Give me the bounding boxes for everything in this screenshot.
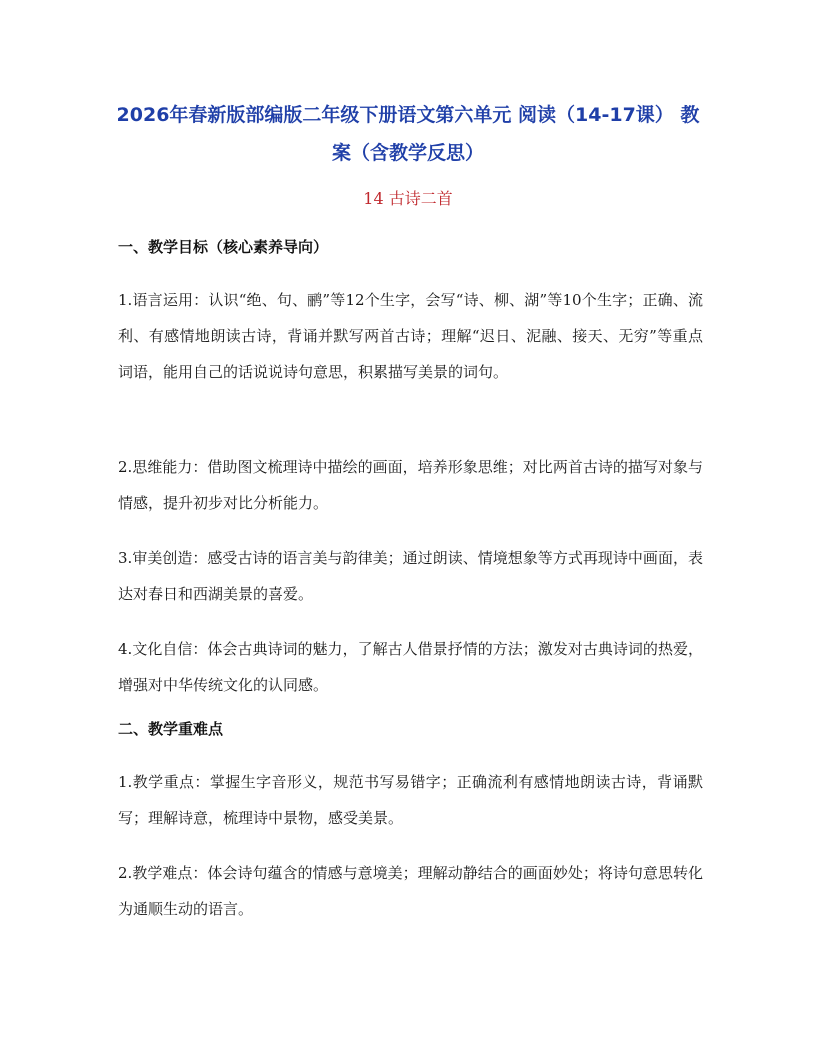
document-title: 2026年春新版部编版二年级下册语文第六单元 阅读（14-17课） 教案（含教学反思） <box>116 104 700 164</box>
objective-paragraph-4: 4.文化自信：体会古典诗词的魅力，了解古人借景抒情的方法；激发对古典诗词的热爱，增强对中华传统文化的认同感。 <box>118 640 703 694</box>
section-heading-key-points: 二、教学重难点 <box>118 720 224 738</box>
objective-paragraph-1: 1.语言运用：认识“绝、句、鹂”等12个生字，会写“诗、柳、湖”等10个生字；正确、流利、有感情地朗读古诗，背诵并默写两首古诗；理解“迟日、泥融、接天、无穷”等重点词语，能用自己的话说说诗句意思，积累描写美景的词句。 <box>118 291 703 381</box>
lesson-title: 14 古诗二首 <box>363 189 453 208</box>
key-point-paragraph-2: 2.教学难点：体会诗句蕴含的情感与意境美；理解动静结合的画面妙处；将诗句意思转化为通顺生动的语言。 <box>118 864 703 918</box>
key-point-paragraph-1: 1.教学重点：掌握生字音形义，规范书写易错字；正确流利有感情地朗读古诗，背诵默写；理解诗意，梳理诗中景物，感受美景。 <box>118 773 703 827</box>
objective-paragraph-3: 3.审美创造：感受古诗的语言美与韵律美；通过朗读、情境想象等方式再现诗中画面，表达对春日和西湖美景的喜爱。 <box>118 549 703 603</box>
objective-paragraph-2: 2.思维能力：借助图文梳理诗中描绘的画面，培养形象思维；对比两首古诗的描写对象与情感，提升初步对比分析能力。 <box>118 458 703 512</box>
section-heading-objectives: 一、教学目标（核心素养导向） <box>118 238 329 256</box>
